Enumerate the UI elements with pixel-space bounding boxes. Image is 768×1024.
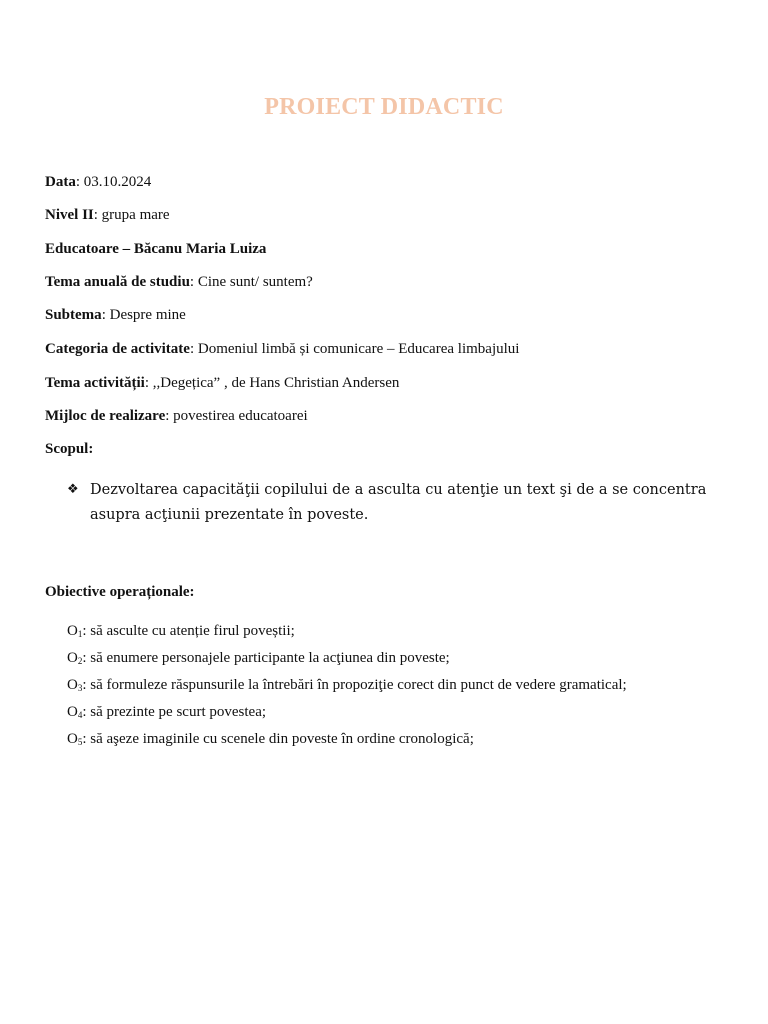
field-label: Subtema bbox=[45, 307, 102, 323]
objective-text: : să enumere personajele participante la acţiunea din poveste; bbox=[82, 650, 450, 666]
field-label: Educatoare – Băcanu Maria Luiza bbox=[45, 241, 267, 257]
field-label: Data bbox=[45, 174, 76, 190]
field-scopul bbox=[45, 440, 93, 458]
objective-prefix: O bbox=[67, 677, 78, 693]
field-mijloc bbox=[45, 407, 308, 425]
objectives-heading-label: Obiective operaționale: bbox=[45, 584, 195, 600]
objective-item bbox=[67, 703, 266, 724]
scop-text bbox=[90, 478, 707, 528]
scop-line: Dezvoltarea capacităţii copilului de a asculta cu atenţie un text şi de a se concentra bbox=[90, 482, 707, 498]
objective-item bbox=[67, 649, 450, 670]
field-label: Categoria de activitate bbox=[45, 341, 190, 357]
field-label: Tema activității bbox=[45, 375, 145, 391]
field-value: : Cine sunt/ suntem? bbox=[189, 274, 313, 290]
field-label: Nivel II bbox=[45, 207, 94, 223]
objective-prefix: O bbox=[67, 731, 78, 747]
field-nivel bbox=[45, 206, 170, 224]
field-value: : Despre mine bbox=[101, 307, 186, 323]
objective-item bbox=[67, 622, 295, 643]
objective-index: 1 bbox=[77, 629, 83, 639]
field-tema-anuala bbox=[45, 273, 313, 291]
scop-line: asupra acţiunii prezentate în poveste. bbox=[90, 507, 369, 523]
objective-item bbox=[67, 676, 627, 697]
document-title: PROIECT DIDACTIC bbox=[264, 94, 504, 120]
objective-text: : să prezinte pe scurt povestea; bbox=[82, 704, 267, 720]
field-label: Tema anuală de studiu bbox=[45, 274, 190, 290]
objectives-heading bbox=[45, 583, 195, 601]
objective-text: : să formuleze răspunsurile la întrebări în propoziţie corect din punct de vedere gramatical; bbox=[82, 677, 627, 693]
diamond-bullet-icon: ❖ bbox=[67, 481, 79, 496]
field-label: Scopul: bbox=[45, 441, 94, 457]
objective-index: 2 bbox=[77, 656, 83, 666]
objective-prefix: O bbox=[67, 650, 78, 666]
field-value: : Domeniul limbă și comunicare – Educarea limbajului bbox=[189, 341, 520, 357]
scop-bullet-item bbox=[67, 478, 707, 528]
field-subtema bbox=[45, 306, 186, 324]
objective-prefix: O bbox=[67, 623, 78, 639]
objective-index: 5 bbox=[77, 737, 83, 747]
objective-prefix: O bbox=[67, 704, 78, 720]
field-label: Mijloc de realizare bbox=[45, 408, 166, 424]
field-categoria bbox=[45, 340, 519, 358]
objective-index: 4 bbox=[77, 710, 83, 720]
field-educatoare bbox=[45, 240, 266, 258]
field-value: : grupa mare bbox=[93, 207, 170, 223]
field-data bbox=[45, 173, 151, 191]
field-value: : ,,Degețica” , de Hans Christian Andersen bbox=[144, 375, 400, 391]
field-value: : povestirea educatoarei bbox=[165, 408, 308, 424]
field-value: : 03.10.2024 bbox=[75, 174, 152, 190]
objective-text: : să aşeze imaginile cu scenele din poveste în ordine cronologică; bbox=[82, 731, 474, 747]
objective-index: 3 bbox=[77, 683, 83, 693]
objective-item bbox=[67, 730, 474, 751]
objective-text: : să asculte cu atenție firul poveștii; bbox=[82, 623, 295, 639]
field-tema-activitatii bbox=[45, 374, 399, 392]
